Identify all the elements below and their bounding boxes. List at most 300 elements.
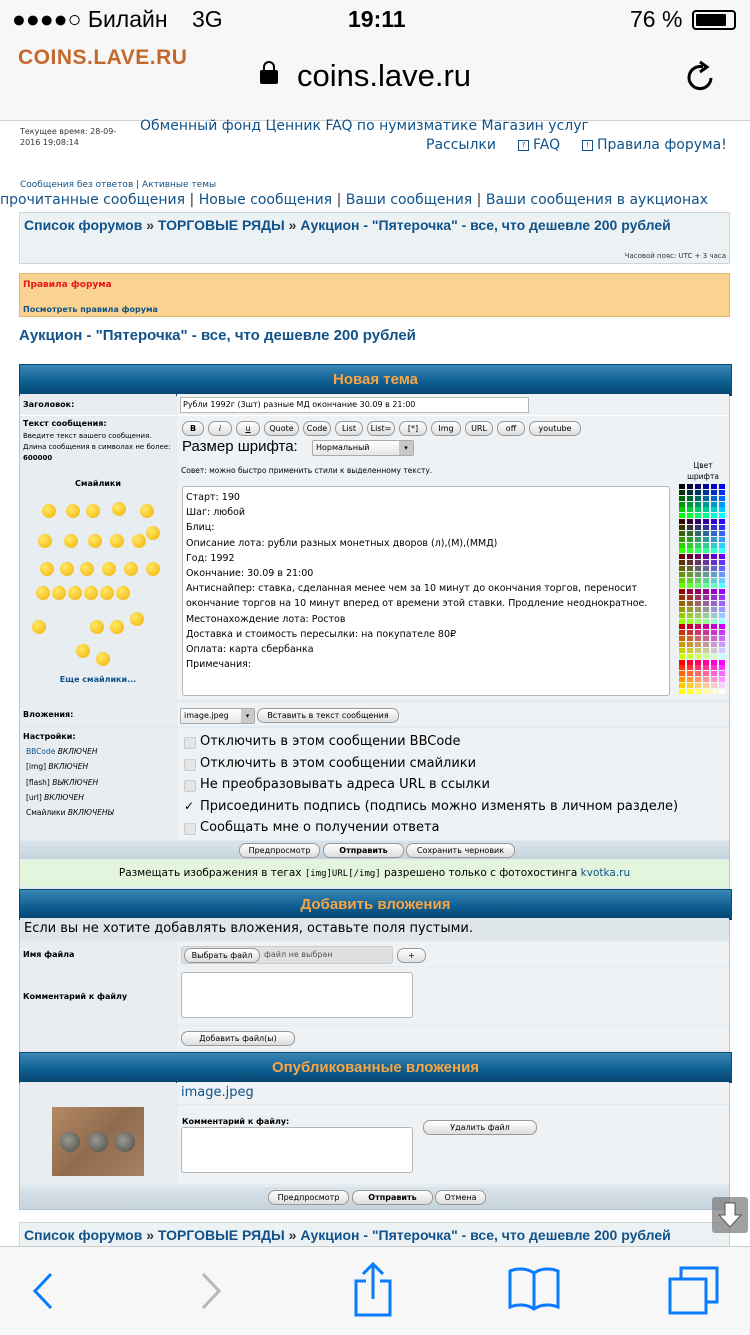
smiley-icon[interactable] (80, 562, 94, 576)
color-swatch[interactable] (687, 589, 693, 594)
color-swatch[interactable] (687, 660, 693, 665)
color-swatch[interactable] (711, 642, 717, 647)
insert-attachment-button[interactable]: Вставить в текст сообщения (257, 708, 399, 723)
color-swatch[interactable] (679, 578, 685, 583)
color-swatch[interactable] (695, 624, 701, 629)
preview-button-bottom[interactable]: Предпросмотр (268, 1190, 349, 1205)
color-swatch[interactable] (679, 502, 685, 507)
bbcode-button-[interactable]: [*] (399, 421, 427, 436)
color-swatch[interactable] (719, 589, 725, 594)
color-swatch[interactable] (719, 624, 725, 629)
smiley-icon[interactable] (140, 504, 154, 518)
color-swatch[interactable] (695, 689, 701, 694)
color-swatch[interactable] (687, 519, 693, 524)
top-links-cut[interactable]: Обменный фонд Ценник FAQ по нумизматике Магазин услуг (140, 118, 589, 134)
color-swatch[interactable] (679, 548, 685, 553)
scroll-down-button[interactable] (712, 1197, 748, 1233)
color-swatch[interactable] (703, 560, 709, 565)
color-swatch[interactable] (695, 636, 701, 641)
color-swatch[interactable] (679, 613, 685, 618)
color-swatch[interactable] (719, 513, 725, 518)
color-swatch[interactable] (687, 513, 693, 518)
bbcode-button-quote[interactable]: Quote (264, 421, 299, 436)
color-swatch[interactable] (719, 613, 725, 618)
color-swatch[interactable] (719, 531, 725, 536)
color-swatch[interactable] (703, 677, 709, 682)
cancel-button[interactable]: Отмена (435, 1190, 486, 1205)
color-swatch[interactable] (679, 630, 685, 635)
color-swatch[interactable] (695, 560, 701, 565)
color-swatch[interactable] (703, 537, 709, 542)
color-swatch[interactable] (687, 484, 693, 489)
smiley-icon[interactable] (102, 562, 116, 576)
color-swatch[interactable] (695, 572, 701, 577)
crumb-auction-bottom[interactable]: Аукцион - "Пятерочка" - все, что дешевле 200 рублей (300, 1227, 671, 1243)
color-swatch[interactable] (687, 525, 693, 530)
color-swatch[interactable] (711, 595, 717, 600)
color-swatch[interactable] (687, 683, 693, 688)
color-swatch[interactable] (687, 566, 693, 571)
smiley-icon[interactable] (90, 620, 104, 634)
checkbox[interactable] (184, 780, 196, 792)
color-swatch[interactable] (719, 601, 725, 606)
smiley-icon[interactable] (68, 586, 82, 600)
color-swatch[interactable] (703, 601, 709, 606)
color-swatch[interactable] (711, 624, 717, 629)
color-swatch[interactable] (703, 554, 709, 559)
color-swatch[interactable] (703, 654, 709, 659)
color-swatch[interactable] (719, 490, 725, 495)
color-swatch[interactable] (679, 519, 685, 524)
link-newsletters[interactable]: Рассылки (426, 137, 496, 153)
color-swatch[interactable] (711, 548, 717, 553)
smiley-icon[interactable] (84, 586, 98, 600)
color-swatch[interactable] (679, 671, 685, 676)
color-swatch[interactable] (687, 654, 693, 659)
color-swatch[interactable] (695, 677, 701, 682)
color-swatch[interactable] (719, 578, 725, 583)
color-swatch[interactable] (703, 525, 709, 530)
link-new-posts[interactable]: Новые сообщения (198, 192, 333, 208)
color-swatch[interactable] (695, 502, 701, 507)
color-swatch[interactable] (719, 507, 725, 512)
color-swatch[interactable] (695, 648, 701, 653)
smiley-icon[interactable] (40, 562, 54, 576)
color-swatch[interactable] (695, 630, 701, 635)
color-swatch[interactable] (679, 648, 685, 653)
color-swatch[interactable] (703, 578, 709, 583)
color-swatch[interactable] (687, 689, 693, 694)
color-swatch[interactable] (679, 636, 685, 641)
color-swatch[interactable] (679, 537, 685, 542)
color-swatch[interactable] (711, 537, 717, 542)
message-textarea[interactable] (182, 486, 670, 696)
color-swatch[interactable] (695, 589, 701, 594)
color-swatch[interactable] (711, 648, 717, 653)
attachment-link[interactable]: image.jpeg (181, 1085, 254, 1100)
color-swatch[interactable] (703, 630, 709, 635)
smiley-icon[interactable] (86, 504, 100, 518)
smiley-icon[interactable] (38, 534, 52, 548)
color-swatch[interactable] (711, 665, 717, 670)
file-input[interactable] (181, 946, 393, 964)
bbcode-button-b[interactable]: B (182, 421, 204, 436)
color-swatch[interactable] (703, 583, 709, 588)
color-swatch[interactable] (719, 566, 725, 571)
color-swatch[interactable] (703, 543, 709, 548)
color-swatch[interactable] (679, 484, 685, 489)
color-swatch[interactable] (695, 537, 701, 542)
color-swatch[interactable] (719, 525, 725, 530)
color-swatch[interactable] (679, 554, 685, 559)
color-swatch[interactable] (687, 537, 693, 542)
color-swatch[interactable] (679, 566, 685, 571)
smiley-icon[interactable] (132, 534, 146, 548)
color-swatch[interactable] (711, 589, 717, 594)
smiley-icon[interactable] (110, 620, 124, 634)
submit-button-bottom[interactable]: Отправить (352, 1190, 433, 1205)
add-file-row-button[interactable]: + (397, 948, 426, 963)
color-swatch[interactable] (679, 619, 685, 624)
color-swatch[interactable] (679, 683, 685, 688)
link-forum-rules[interactable]: Правила форума! (597, 137, 727, 153)
submit-button[interactable]: Отправить (323, 843, 404, 858)
color-swatch[interactable] (703, 548, 709, 553)
font-size-select[interactable] (312, 440, 414, 456)
color-palette[interactable] (679, 484, 727, 696)
smiley-icon[interactable] (66, 504, 80, 518)
color-swatch[interactable] (719, 607, 725, 612)
color-swatch[interactable] (711, 490, 717, 495)
color-swatch[interactable] (703, 572, 709, 577)
color-swatch[interactable] (687, 531, 693, 536)
smiley-icon[interactable] (42, 504, 56, 518)
smiley-icon[interactable] (130, 612, 144, 626)
color-swatch[interactable] (687, 642, 693, 647)
option-label[interactable]: Присоединить подпись (подпись можно изменять в личном разделе) (200, 798, 679, 814)
color-swatch[interactable] (695, 642, 701, 647)
color-swatch[interactable] (719, 671, 725, 676)
color-swatch[interactable] (687, 583, 693, 588)
smiley-icon[interactable] (124, 562, 138, 576)
color-swatch[interactable] (695, 531, 701, 536)
color-swatch[interactable] (695, 665, 701, 670)
color-swatch[interactable] (711, 654, 717, 659)
link-unanswered[interactable]: Сообщения без ответов (20, 180, 134, 190)
smiley-icon[interactable] (116, 586, 130, 600)
color-swatch[interactable] (711, 502, 717, 507)
color-swatch[interactable] (711, 566, 717, 571)
color-swatch[interactable] (679, 525, 685, 530)
color-swatch[interactable] (695, 671, 701, 676)
color-swatch[interactable] (703, 566, 709, 571)
color-swatch[interactable] (719, 554, 725, 559)
share-icon[interactable] (352, 1261, 394, 1317)
bbcode-button-u[interactable]: u (236, 421, 260, 436)
color-swatch[interactable] (719, 560, 725, 565)
color-swatch[interactable] (695, 507, 701, 512)
color-swatch[interactable] (695, 613, 701, 618)
color-swatch[interactable] (719, 689, 725, 694)
color-swatch[interactable] (695, 543, 701, 548)
color-swatch[interactable] (687, 607, 693, 612)
delete-file-button[interactable]: Удалить файл (423, 1120, 537, 1135)
color-swatch[interactable] (687, 560, 693, 565)
color-swatch[interactable] (687, 507, 693, 512)
color-swatch[interactable] (703, 660, 709, 665)
smiley-icon[interactable] (146, 526, 160, 540)
color-swatch[interactable] (695, 519, 701, 524)
smiley-icon[interactable] (146, 562, 160, 576)
crumb-auction[interactable]: Аукцион - "Пятерочка" - все, что дешевле 200 рублей (300, 217, 671, 233)
smiley-icon[interactable] (76, 644, 90, 658)
color-swatch[interactable] (687, 671, 693, 676)
color-swatch[interactable] (679, 654, 685, 659)
color-swatch[interactable] (703, 484, 709, 489)
forward-icon[interactable] (198, 1271, 224, 1311)
smiley-icon[interactable] (88, 534, 102, 548)
color-swatch[interactable] (719, 660, 725, 665)
color-swatch[interactable] (711, 636, 717, 641)
bbcode-button-img[interactable]: Img (431, 421, 461, 436)
color-swatch[interactable] (719, 683, 725, 688)
color-swatch[interactable] (711, 630, 717, 635)
smiley-icon[interactable] (52, 586, 66, 600)
color-swatch[interactable] (711, 572, 717, 577)
smiley-icon[interactable] (96, 652, 110, 666)
color-swatch[interactable] (719, 496, 725, 501)
color-swatch[interactable] (679, 624, 685, 629)
crumb-trade-bottom[interactable]: ТОРГОВЫЕ РЯДЫ (157, 1227, 285, 1243)
color-swatch[interactable] (695, 660, 701, 665)
color-swatch[interactable] (711, 607, 717, 612)
color-swatch[interactable] (711, 484, 717, 489)
color-swatch[interactable] (703, 595, 709, 600)
color-swatch[interactable] (711, 513, 717, 518)
file-comment-textarea[interactable] (181, 972, 413, 1018)
color-swatch[interactable] (719, 537, 725, 542)
checkbox-checked[interactable]: ✓ (184, 798, 195, 813)
color-swatch[interactable] (711, 583, 717, 588)
color-swatch[interactable] (687, 630, 693, 635)
color-swatch[interactable] (703, 519, 709, 524)
color-swatch[interactable] (687, 677, 693, 682)
color-swatch[interactable] (695, 513, 701, 518)
color-swatch[interactable] (711, 660, 717, 665)
color-swatch[interactable] (687, 648, 693, 653)
color-swatch[interactable] (719, 665, 725, 670)
color-swatch[interactable] (679, 642, 685, 647)
color-swatch[interactable] (703, 613, 709, 618)
color-swatch[interactable] (719, 502, 725, 507)
bbcode-button-code[interactable]: Code (303, 421, 331, 436)
color-swatch[interactable] (687, 496, 693, 501)
coins-thumbnail[interactable] (52, 1107, 144, 1176)
color-swatch[interactable] (711, 525, 717, 530)
color-swatch[interactable] (703, 683, 709, 688)
crumb-forums-bottom[interactable]: Список форумов (24, 1227, 143, 1243)
save-draft-button[interactable]: Сохранить черновик (406, 843, 515, 858)
add-files-button[interactable]: Добавить файл(ы) (181, 1031, 295, 1046)
smiley-icon[interactable] (36, 586, 50, 600)
color-swatch[interactable] (687, 490, 693, 495)
attachment-comment-textarea[interactable] (181, 1127, 413, 1173)
color-swatch[interactable] (679, 607, 685, 612)
attachment-select[interactable] (180, 708, 255, 724)
bbcode-button-i[interactable]: i (208, 421, 232, 436)
color-swatch[interactable] (711, 531, 717, 536)
color-swatch[interactable] (703, 496, 709, 501)
color-swatch[interactable] (687, 595, 693, 600)
color-swatch[interactable] (695, 578, 701, 583)
color-swatch[interactable] (703, 671, 709, 676)
color-swatch[interactable] (719, 583, 725, 588)
color-swatch[interactable] (719, 572, 725, 577)
color-swatch[interactable] (703, 636, 709, 641)
color-swatch[interactable] (695, 595, 701, 600)
color-swatch[interactable] (695, 654, 701, 659)
color-swatch[interactable] (703, 490, 709, 495)
color-swatch[interactable] (719, 677, 725, 682)
color-swatch[interactable] (703, 507, 709, 512)
color-swatch[interactable] (695, 484, 701, 489)
crumb-trade[interactable]: ТОРГОВЫЕ РЯДЫ (157, 217, 285, 233)
smiley-icon[interactable] (112, 502, 126, 516)
color-swatch[interactable] (719, 642, 725, 647)
more-smilies-link[interactable]: Еще смайлики... (59, 675, 137, 684)
color-swatch[interactable] (711, 578, 717, 583)
color-swatch[interactable] (695, 566, 701, 571)
color-swatch[interactable] (695, 619, 701, 624)
color-swatch[interactable] (711, 619, 717, 624)
notice-link[interactable]: kvotka.ru (580, 867, 631, 879)
color-swatch[interactable] (719, 519, 725, 524)
color-swatch[interactable] (703, 531, 709, 536)
color-swatch[interactable] (679, 490, 685, 495)
color-swatch[interactable] (711, 560, 717, 565)
color-swatch[interactable] (703, 607, 709, 612)
color-swatch[interactable] (687, 601, 693, 606)
color-swatch[interactable] (679, 689, 685, 694)
color-swatch[interactable] (679, 595, 685, 600)
color-swatch[interactable] (711, 613, 717, 618)
back-icon[interactable] (30, 1271, 56, 1311)
subject-input[interactable]: Рубли 1992г (3шт) разные МД окончание 30.09 в 21:00 (180, 397, 529, 413)
color-swatch[interactable] (719, 630, 725, 635)
color-swatch[interactable] (695, 490, 701, 495)
color-swatch[interactable] (687, 619, 693, 624)
link-faq[interactable]: FAQ (533, 137, 561, 153)
color-swatch[interactable] (719, 484, 725, 489)
tabs-icon[interactable] (667, 1265, 721, 1317)
bbcode-button-youtube[interactable]: youtube (529, 421, 581, 436)
color-swatch[interactable] (695, 554, 701, 559)
color-swatch[interactable] (679, 531, 685, 536)
color-swatch[interactable] (679, 507, 685, 512)
smiley-icon[interactable] (110, 534, 124, 548)
color-swatch[interactable] (695, 496, 701, 501)
bbcode-button-list[interactable]: List= (367, 421, 395, 436)
color-swatch[interactable] (719, 548, 725, 553)
color-swatch[interactable] (687, 636, 693, 641)
bookmarks-icon[interactable] (507, 1265, 561, 1311)
link-your-auction-posts[interactable]: Ваши сообщения в аукционах (485, 192, 709, 208)
preview-button[interactable]: Предпросмотр (239, 843, 320, 858)
smiley-icon[interactable] (64, 534, 78, 548)
setting-name[interactable]: BBCode (26, 747, 56, 756)
option-label[interactable]: Отключить в этом сообщении смайлики (200, 755, 477, 771)
checkbox[interactable] (184, 737, 196, 749)
color-swatch[interactable] (719, 636, 725, 641)
bbcode-button-url[interactable]: URL (465, 421, 493, 436)
color-swatch[interactable] (687, 572, 693, 577)
color-swatch[interactable] (679, 660, 685, 665)
color-swatch[interactable] (711, 601, 717, 606)
color-swatch[interactable] (695, 548, 701, 553)
option-label[interactable]: Не преобразовывать адреса URL в ссылки (200, 777, 490, 792)
color-swatch[interactable] (695, 601, 701, 606)
color-swatch[interactable] (695, 583, 701, 588)
option-label[interactable]: Отключить в этом сообщении BBCode (200, 734, 461, 749)
color-swatch[interactable] (679, 572, 685, 577)
color-swatch[interactable] (695, 683, 701, 688)
color-swatch[interactable] (711, 496, 717, 501)
color-swatch[interactable] (679, 513, 685, 518)
color-swatch[interactable] (703, 642, 709, 647)
checkbox[interactable] (184, 759, 196, 771)
color-swatch[interactable] (711, 683, 717, 688)
link-unread[interactable]: прочитанные сообщения (0, 192, 186, 208)
color-swatch[interactable] (703, 619, 709, 624)
color-swatch[interactable] (703, 502, 709, 507)
color-swatch[interactable] (703, 648, 709, 653)
color-swatch[interactable] (695, 607, 701, 612)
smiley-icon[interactable] (100, 586, 114, 600)
color-swatch[interactable] (711, 554, 717, 559)
smiley-icon[interactable] (32, 620, 46, 634)
color-swatch[interactable] (679, 601, 685, 606)
color-swatch[interactable] (703, 624, 709, 629)
color-swatch[interactable] (679, 560, 685, 565)
color-swatch[interactable] (719, 543, 725, 548)
color-swatch[interactable] (703, 665, 709, 670)
color-swatch[interactable] (687, 543, 693, 548)
color-swatch[interactable] (711, 689, 717, 694)
bbcode-button-off[interactable]: off (497, 421, 525, 436)
color-swatch[interactable] (719, 648, 725, 653)
color-swatch[interactable] (679, 496, 685, 501)
color-swatch[interactable] (687, 624, 693, 629)
color-swatch[interactable] (687, 578, 693, 583)
color-swatch[interactable] (679, 583, 685, 588)
reload-icon[interactable] (686, 60, 716, 92)
url-field[interactable]: coins.lave.ru (297, 58, 472, 93)
bbcode-button-list[interactable]: List (335, 421, 363, 436)
option-label[interactable]: Сообщать мне о получении ответа (200, 820, 440, 835)
color-swatch[interactable] (711, 671, 717, 676)
color-swatch[interactable] (679, 589, 685, 594)
color-swatch[interactable] (703, 589, 709, 594)
color-swatch[interactable] (711, 519, 717, 524)
color-swatch[interactable] (703, 689, 709, 694)
crumb-forums[interactable]: Список форумов (24, 217, 143, 233)
smiley-icon[interactable] (60, 562, 74, 576)
color-swatch[interactable] (687, 548, 693, 553)
color-swatch[interactable] (695, 525, 701, 530)
color-swatch[interactable] (711, 543, 717, 548)
checkbox[interactable] (184, 823, 196, 835)
color-swatch[interactable] (719, 654, 725, 659)
